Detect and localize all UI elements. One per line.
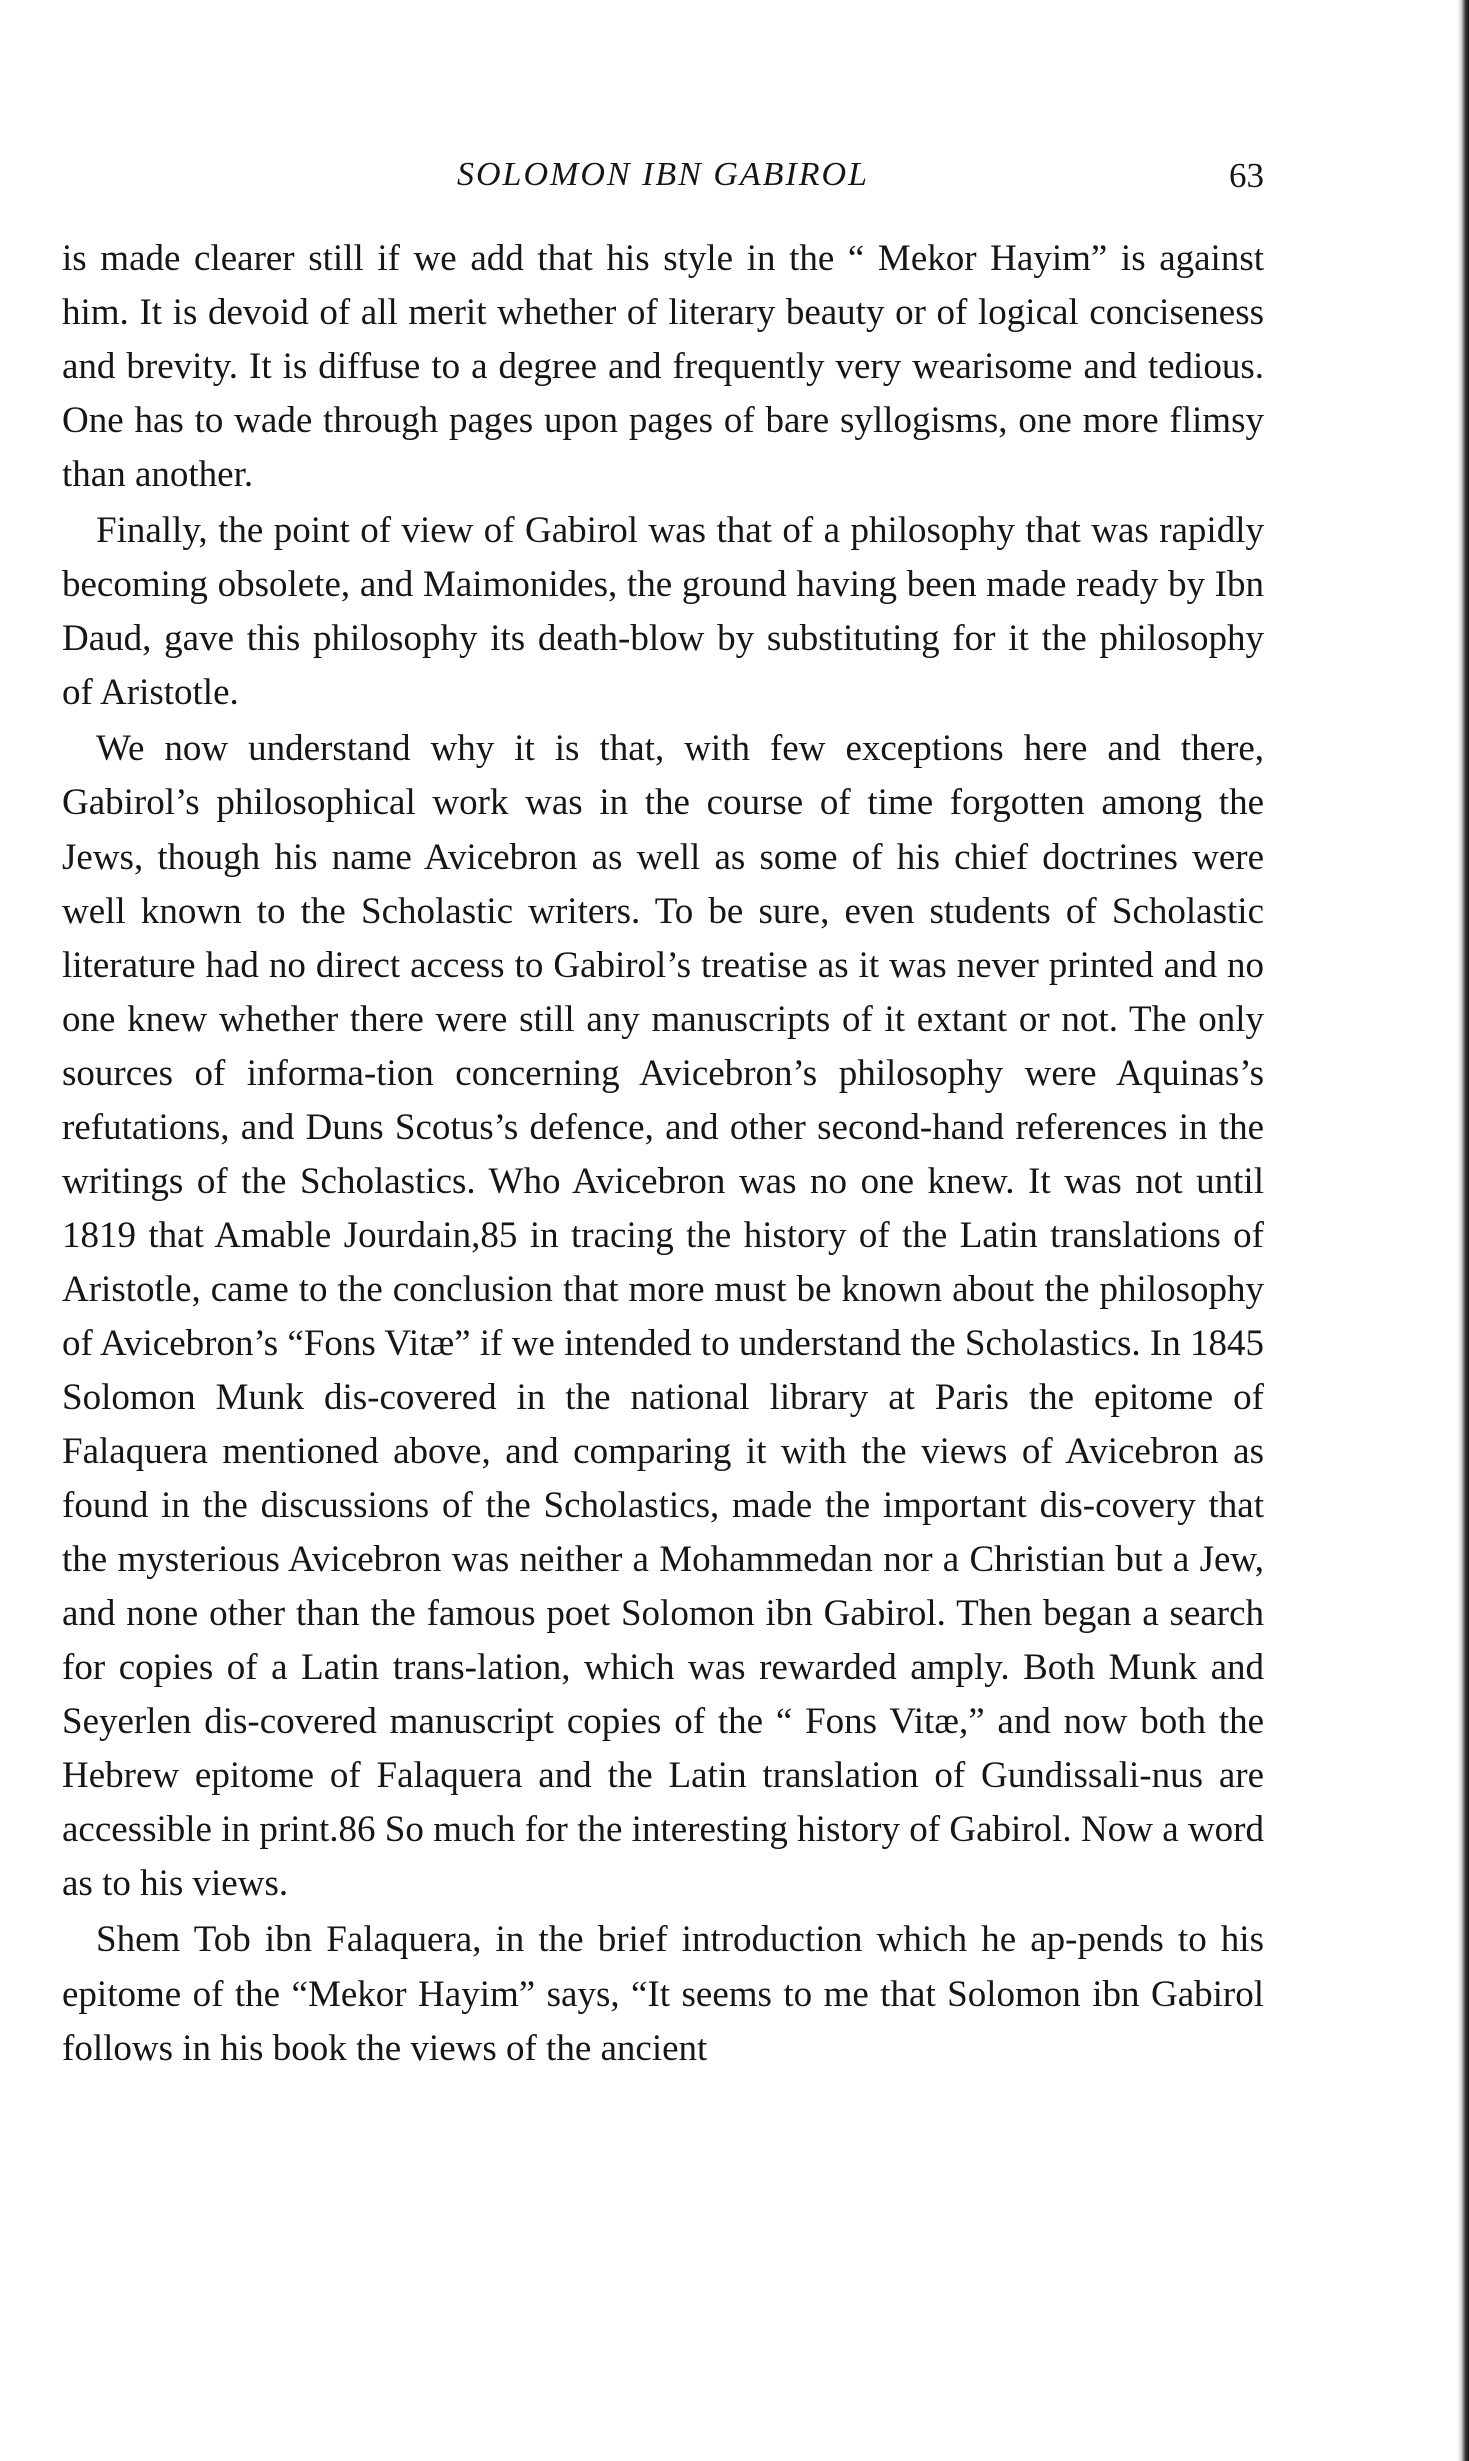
paragraph-3: We now understand why it is that, with few exceptions here and there, Gabirol’s philosophical work was in the course of time forgotten among the Jews, though his name Avicebron as well as some of his chief doctrines were well known to the Scholastic writers. To be sure, even students of Scholastic literature had no direct access to Gabirol’s treatise as it was never printed and no one knew whether there were still any manuscripts of it extant or not. The only sources of informa-tion concerning Avicebron’s philosophy were Aquinas’s refutations, and Duns Scotus’s defence, and other second-hand references in the writings of the Scholastics. Who Avicebron was no one knew. It was not until 1819 that Amable Jourdain,85 in tracing the history of the Latin translations of Aristotle, came to the conclusion that more must be known about the philosophy of Avicebron’s “Fons Vitæ” if we intended to understand the Scholastics. In 1845 Solomon Munk dis-covered in the national library at Paris the epitome of Falaquera mentioned above, and comparing it with the views of Avicebron as found in the discussions of the Scholastics, made the important dis-covery that the mysterious Avicebron was neither a Mohammedan nor a Christian but a Jew, and none other than the famous poet Solomon ibn Gabirol. Then began a search for copies of a Latin trans-lation, which was rewarded amply. Both Munk and Seyerlen dis-covered manuscript copies of the “ Fons Vitæ,” and now both the Hebrew epitome of Falaquera and the Latin translation of Gundissali-nus are accessible in print.86 So much for the interesting history of Gabirol. Now a word as to his views. (62, 728, 1264, 1905)
page-number: 63 (1229, 156, 1264, 195)
paragraph-4: Shem Tob ibn Falaquera, in the brief introduction which he ap-pends to his epitome of the “Mekor Hayim” says, “It seems to me that Solomon ibn Gabirol follows in his book the views of the ancient (62, 1919, 1264, 2069)
paragraph-1: is made clearer still if we add that his style in the “ Mekor Hayim” is against him. It is devoid of all merit whether of literary beauty or of logical conciseness and brevity. It is diffuse to a degree and frequently very wearisome and tedious. One has to wade through pages upon pages of bare syllogisms, one more flimsy than another. (62, 238, 1264, 496)
body-text (62, 232, 1264, 2078)
book-page (62, 0, 1264, 2461)
paragraph-2: Finally, the point of view of Gabirol was that of a philosophy that was rapidly becoming obsolete, and Maimonides, the ground having been made ready by Ibn Daud, gave this philosophy its death-blow by substituting for it the philosophy of Aristotle. (62, 510, 1264, 714)
scan-edge-shadow (1457, 0, 1469, 2461)
running-title: SOLOMON IBN GABIROL (457, 156, 869, 193)
running-head (62, 150, 1264, 210)
